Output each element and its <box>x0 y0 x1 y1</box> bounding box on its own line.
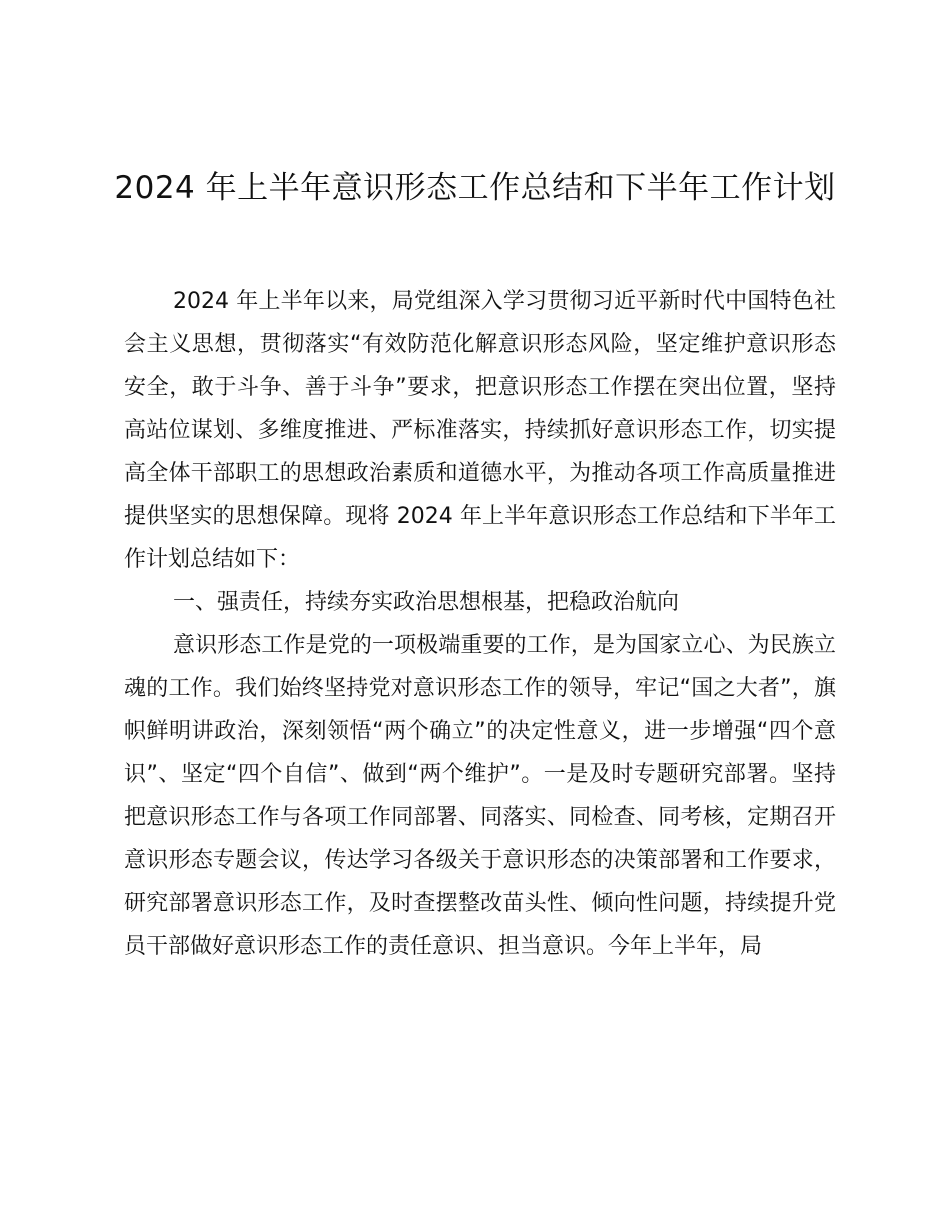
section-heading-1: 一、强责任，持续夯实政治思想根基，把稳政治航向 <box>173 590 680 615</box>
document-title: 2024 年上半年意识形态工作总结和下半年工作计划 <box>114 170 836 206</box>
section-1-paragraph: 意识形态工作是党的一项极端重要的工作，是为国家立心、为民族立魂的工作。我们始终坚持党对意识形态工作的领导，牢记“国之大者”，旗帜鲜明讲政治，深刻领悟“两个确立”的决定性意义，进一步增强“四个意识”、坚定“四个自信”、做到“两个维护”。一是及时专题研究部署。坚持把意识形态工作与各项工作同部署、同落实、同检查、同考核，定期召开意识形态专题会议，传达学习各级关于意识形态的决策部署和工作要求，研究部署意识形态工作，及时查摆整改苗头性、倾向性问题，持续提升党员干部做好意识形态工作的责任意识、担当意识。今年上半年，局 <box>124 633 836 959</box>
intro-paragraph: 2024 年上半年以来，局党组深入学习贯彻习近平新时代中国特色社会主义思想，贯彻落实“有效防范化解意识形态风险，坚定维护意识形态安全，敢于斗争、善于斗争”要求，把意识形态工作摆在突出位置，坚持高站位谋划、多维度推进、严标准落实，持续抓好意识形态工作，切实提高全体干部职工的思想政治素质和道德水平，为推动各项工作高质量推进提供坚实的思想保障。现将 2024 年上半年意识形态工作总结和下半年工作计划总结如下： <box>124 289 836 572</box>
document-body <box>124 280 836 968</box>
